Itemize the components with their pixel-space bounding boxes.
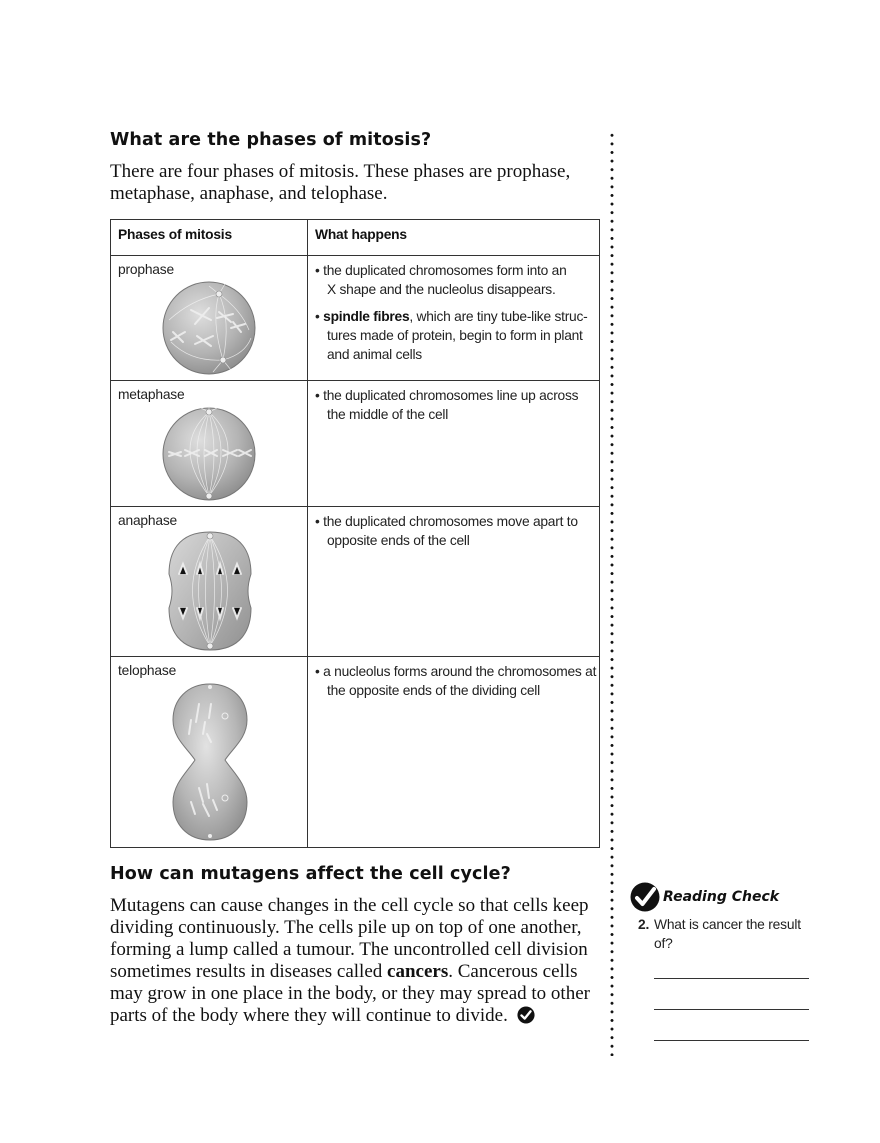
- paragraph-line: dividing continuously. The cells pile up on top of one another,: [110, 917, 582, 938]
- header-phases: Phases of mitosis: [118, 227, 232, 242]
- table-row-metaphase: [111, 380, 599, 506]
- checkmark-circle-icon: [517, 1006, 535, 1024]
- intro-paragraph: [110, 161, 570, 205]
- text-span: . Cancerous cells: [448, 961, 578, 982]
- phase-label: metaphase: [118, 387, 185, 402]
- intro-line-1: There are four phases of mitosis. These phases are prophase,: [110, 161, 571, 182]
- bullet-prophase-2: [315, 307, 603, 364]
- margin-dotted-divider: [610, 131, 614, 1056]
- anaphase-cell-diagram: [167, 530, 253, 652]
- bullet-text: , which are tiny tube-like struc-: [409, 309, 588, 324]
- paragraph-line: forming a lump called a tumour. The uncontrolled cell division: [110, 939, 588, 960]
- paragraph-line: [110, 961, 590, 983]
- bullet-text: the duplicated chromosomes line up across: [323, 388, 579, 403]
- phase-label: anaphase: [118, 513, 178, 528]
- section-heading-mutagens: How can mutagens affect the cell cycle?: [110, 864, 511, 884]
- header-what-happens: What happens: [315, 227, 407, 242]
- text-span: sometimes results in diseases called: [110, 961, 388, 982]
- mitosis-phases-table: [110, 219, 600, 848]
- question-line: of?: [654, 936, 673, 951]
- bullet-text: the duplicated chromosomes form into an: [323, 263, 567, 278]
- bullet-anaphase-1: [315, 512, 603, 550]
- phase-label: telophase: [118, 663, 177, 678]
- reading-check-box: [630, 880, 820, 1050]
- term-cancers: cancers: [387, 961, 449, 982]
- table-row-anaphase: [111, 506, 599, 656]
- reading-check-title: Reading Check: [663, 889, 780, 905]
- prophase-cell-diagram: [161, 280, 257, 376]
- term-spindle-fibres: spindle fibres: [323, 309, 410, 324]
- bullet-text: a nucleolus forms around the chromosomes at: [323, 664, 597, 679]
- table-row-telophase: [111, 656, 599, 848]
- checkmark-circle-icon: [630, 882, 660, 912]
- bullet-text: the opposite ends of the dividing cell: [327, 683, 540, 698]
- paragraph-line: Mutagens can cause changes in the cell cycle so that cells keep: [110, 895, 589, 916]
- section-heading-phases: What are the phases of mitosis?: [110, 130, 432, 150]
- question-line: What is cancer the result: [654, 917, 801, 932]
- metaphase-cell-diagram: [161, 406, 257, 502]
- bullet-text: tures made of protein, begin to form in plant: [327, 328, 583, 343]
- bullet-text: opposite ends of the cell: [327, 533, 470, 548]
- bullet-text: the duplicated chromosomes move apart to: [323, 514, 578, 529]
- answer-line-3[interactable]: [654, 1040, 809, 1041]
- text-span: parts of the body where they will continue to divide.: [110, 1005, 508, 1026]
- intro-line-2: metaphase, anaphase, and telophase.: [110, 183, 388, 204]
- bullet-telophase-1: [315, 662, 611, 700]
- question-number: 2.: [638, 917, 650, 932]
- bullet-glyph: •: [315, 309, 324, 324]
- paragraph-line: may grow in one place in the body, or they may spread to other: [110, 983, 590, 1004]
- question-text: [654, 915, 814, 953]
- telophase-cell-diagram: [169, 682, 251, 842]
- bullet-text: the middle of the cell: [327, 407, 449, 422]
- bullet-glyph: •: [315, 664, 324, 679]
- phase-label: prophase: [118, 262, 174, 277]
- bullet-prophase-1: [315, 261, 603, 299]
- answer-line-2[interactable]: [654, 1009, 809, 1010]
- bullet-metaphase-1: [315, 386, 603, 424]
- mutagens-paragraph: [110, 895, 590, 1027]
- bullet-glyph: •: [315, 263, 324, 278]
- bullet-text: and animal cells: [327, 347, 422, 362]
- bullet-text: X shape and the nucleolus disappears.: [327, 282, 556, 297]
- answer-line-1[interactable]: [654, 978, 809, 979]
- paragraph-line: [110, 1005, 590, 1027]
- table-row-prophase: [111, 255, 599, 380]
- bullet-glyph: •: [315, 514, 324, 529]
- bullet-glyph: •: [315, 388, 324, 403]
